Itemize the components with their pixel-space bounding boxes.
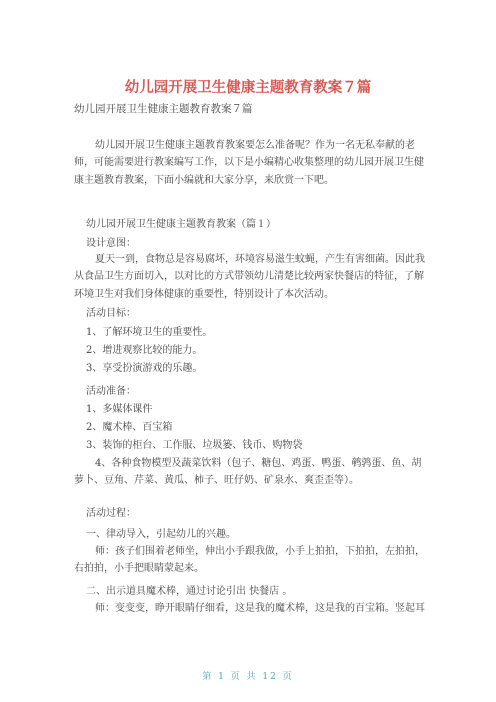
page-footer: 第 1 页 共 12 页 [202,672,294,682]
document-subtitle: 幼儿园开展卫生健康主题教育教案７篇 [74,103,253,115]
prep-item: 1、多媒体课件 [86,404,153,415]
goal-item: 2、增进观察比较的能力。 [86,345,203,356]
intro-paragraph: 幼儿园开展卫生健康主题教育教案要怎么准备呢？作为一名无私奉献的老师，可能需要进行教案编写工作，以下是小编精心收集整理的幼儿园开展卫生健康主题教育教案，下面小编就和大家分享，来欣赏一下吧。 [74,140,424,186]
prep-item: 2、魔术棒、百宝箱 [86,422,173,433]
goal-item: 3、享受扮演游戏的乐趣。 [86,363,203,374]
step-paragraph: 师：孩子们围着老师坐，伸出小手跟我做，小手上拍拍，下拍拍，左拍拍，右拍拍，小手把眼睛蒙起来。 [74,546,425,575]
goal-item: 1、了解环境卫生的重要性。 [86,327,213,338]
step-paragraph: 师：变变变，睁开眼睛仔细看，这是我的魔术棒，这是我的百宝箱。竖起耳 [95,603,425,614]
process-label: 活动过程： [86,508,136,519]
prep-label: 活动准备： [86,386,136,397]
prep-item: 3、装饰的柜台、工作服、垃圾篓、钱币、购物袋 [86,440,303,451]
section-heading: 幼儿园开展卫生健康主题教育教案（篇１） [86,219,276,230]
document-title: 幼儿园开展卫生健康主题教育教案７篇 [124,80,372,96]
step-heading: 一、律动导入，引起幼儿的兴趣。 [86,529,236,540]
prep-item-4: 4、各种食物模型及蔬菜饮料（包子、糖包、鸡蛋、鸭蛋、鹌鹑蛋、鱼、胡萝卜、豆角、芹菜、黄瓜、柿子、旺仔奶、矿泉水、爽歪歪等）。 [74,458,422,487]
design-paragraph: 夏天一到，食物总是容易腐坏，环境容易滋生蚊蝇，产生有害细菌。因此我从食品卫生方面切入，以对比的方式带领幼儿清楚比较两家快餐店的特征，了解环境卫生对我们身体健康的重要性，特别设计了本次活动。 [74,254,425,300]
step-heading: 二、出示道具魔术棒，通过讨论引出 快餐店 。 [86,586,293,597]
goals-label: 活动目标： [86,308,136,319]
design-label: 设计意图： [86,238,136,249]
